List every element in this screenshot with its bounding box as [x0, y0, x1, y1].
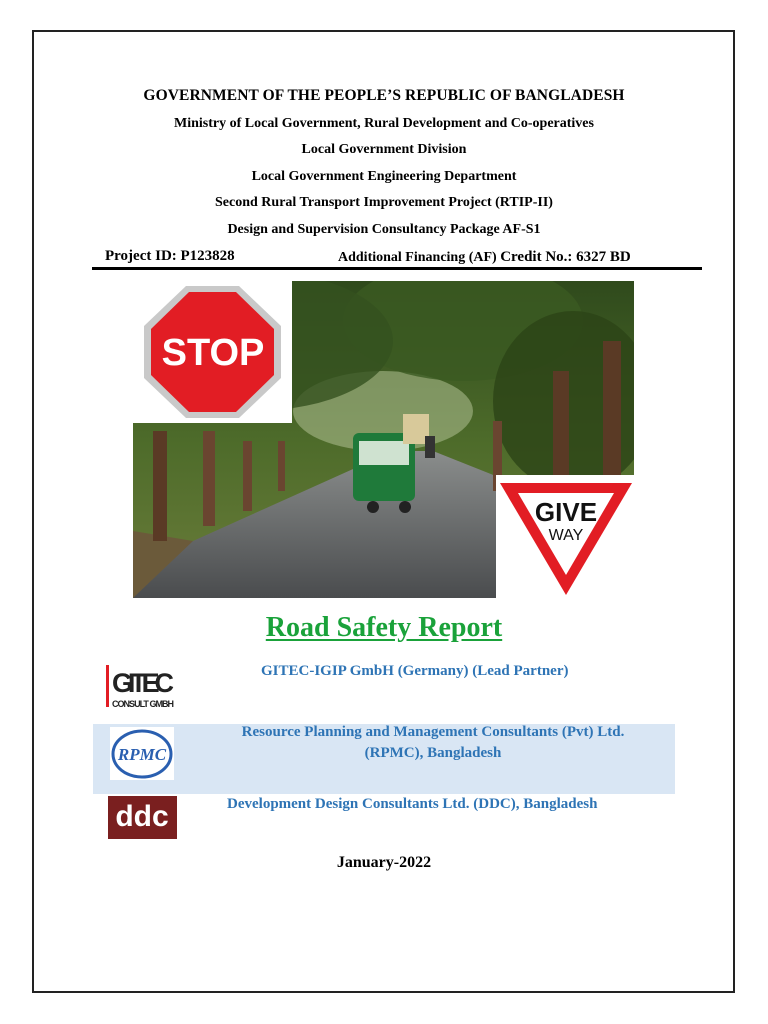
credit-prefix: Additional Financing (AF) — [338, 250, 501, 265]
government-heading: GOVERNMENT OF THE PEOPLE’S REPUBLIC OF BANGLADESH — [143, 87, 625, 104]
report-date: January-2022 — [336, 854, 432, 871]
credit-main: Credit No.: 6327 BD — [500, 249, 631, 265]
gitec-logo-subtext: CONSULT GMBH — [112, 699, 174, 709]
ddc-logo-text: ddc — [115, 800, 169, 833]
project-id: Project ID: P123828 — [105, 248, 235, 264]
credit-number — [338, 249, 631, 266]
gitec-logo-text: GITEC — [112, 668, 174, 698]
rpmc-partner-name-line1: Resource Planning and Management Consultants (Pvt) Ltd. — [241, 724, 625, 740]
division-line: Local Government Division — [301, 142, 467, 157]
department-line: Local Government Engineering Department — [251, 169, 517, 184]
give-way-text-line1: GIVE — [534, 497, 598, 527]
give-way-text-line2: WAY — [548, 527, 584, 544]
ministry-line: Ministry of Local Government, Rural Development and Co-operatives — [174, 116, 594, 131]
rpmc-partner-name-line2: (RPMC), Bangladesh — [364, 745, 502, 761]
ddc-partner-name: Development Design Consultants Ltd. (DDC), Bangladesh — [227, 796, 598, 812]
project-name-line: Second Rural Transport Improvement Project (RTIP-II) — [215, 195, 553, 210]
gitec-partner-name: GITEC-IGIP GmbH (Germany) (Lead Partner) — [261, 663, 569, 679]
rpmc-logo-text: RPMC — [117, 745, 167, 764]
report-title: Road Safety Report — [265, 612, 503, 643]
package-line: Design and Supervision Consultancy Package AF-S1 — [227, 222, 541, 237]
give-way-sign-image — [496, 475, 636, 598]
stop-sign-text: STOP — [161, 332, 265, 374]
stop-sign-image — [133, 281, 292, 423]
header-rule — [92, 267, 702, 270]
gitec-logo — [106, 662, 178, 712]
ddc-logo — [108, 796, 177, 839]
